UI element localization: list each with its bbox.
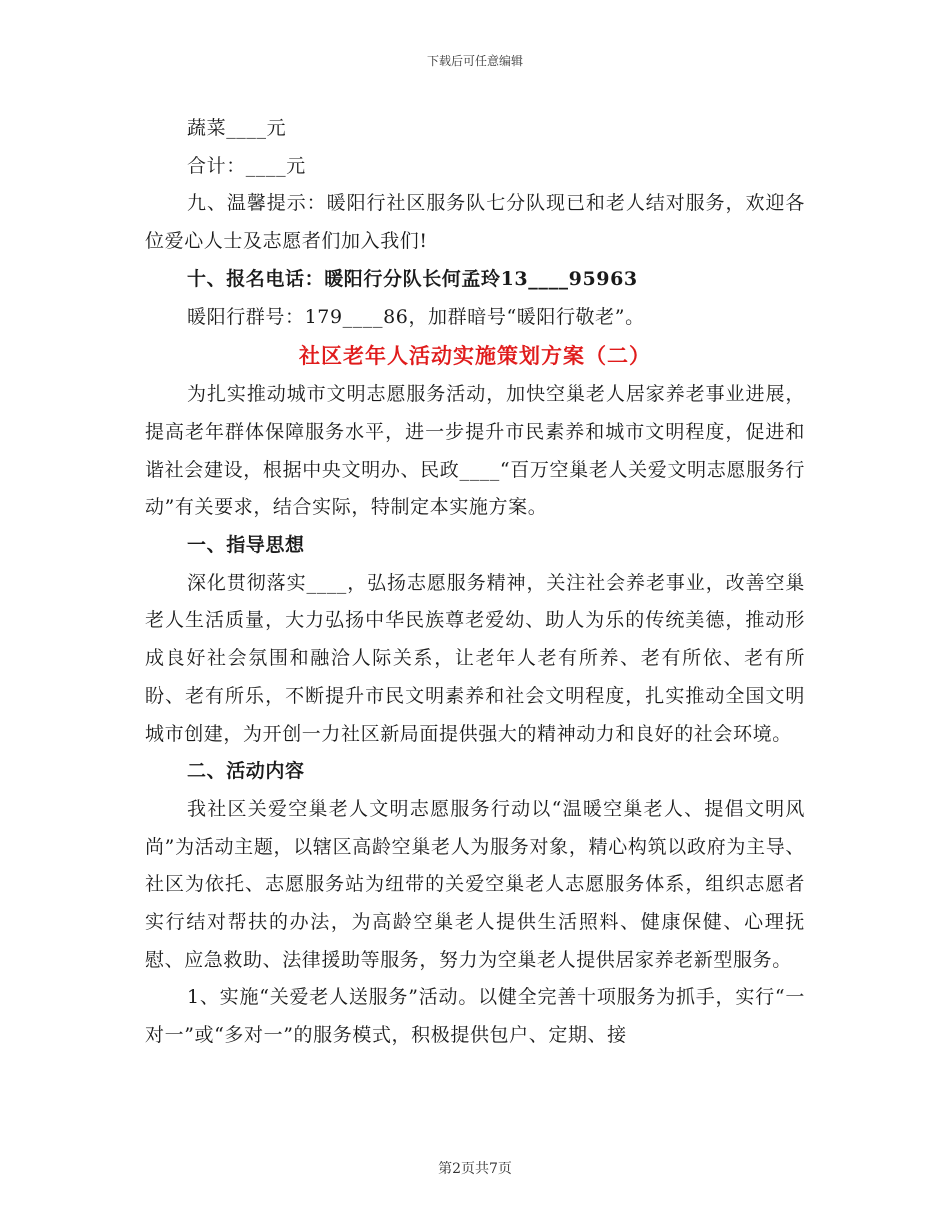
page-footer: 第2页共7页 bbox=[438, 1161, 512, 1177]
line-vegetables: 蔬菜____元 bbox=[187, 117, 287, 139]
document-body bbox=[145, 110, 805, 1055]
page-header: 下载后可任意编辑 bbox=[426, 54, 523, 68]
line-phone: 十、报名电话：暖阳行分队长何孟玲13____95963 bbox=[187, 267, 638, 290]
line-tip: 九、温馨提示：暖阳行社区服务队七分队现已和老人结对服务，欢迎各位爱心人士及志愿者们加入我们! bbox=[145, 192, 805, 253]
section1-heading: 一、指导思想 bbox=[187, 534, 305, 557]
section2-item1: 1、实施“关爱老人送服务”活动。以健全完善十项服务为抓手，实行“一对一”或“多对一”的服务模式，积极提供包户、定期、接 bbox=[145, 986, 805, 1047]
section2-body: 我社区关爱空巢老人文明志愿服务行动以“温暖空巢老人、提倡文明风尚”为活动主题，以辖区高龄空巢老人为服务对象，精心构筑以政府为主导、社区为依托、志愿服务站为纽带的关爱空巢老人志愿服务体系，组织志愿者实行结对帮扶的办法，为高龄空巢老人提供生活照料、健康保健、心理抚慰、应急救助、法律援助等服务，努力为空巢老人提供居家养老新型服务。 bbox=[145, 797, 805, 971]
line-total: 合计：____元 bbox=[187, 154, 306, 177]
line-group: 暖阳行群号：179____86，加群暗号“暖阳行敬老”。 bbox=[187, 305, 645, 328]
section1-body: 深化贯彻落实____，弘扬志愿服务精神，关注社会养老事业，改善空巢老人生活质量，大力弘扬中华民族尊老爱幼、助人为乐的传统美德，推动形成良好社会氛围和融洽人际关系，让老年人老有所养、老有所依、老有所盼、老有所乐，不断提升市民文明素养和社会文明程度，扎实推动全国文明城市创建，为开创一力社区新局面提供强大的精神动力和良好的社会环境。 bbox=[145, 571, 805, 745]
section-title: 社区老年人活动实施策划方案（二） bbox=[299, 343, 651, 369]
section2-heading: 二、活动内容 bbox=[187, 760, 305, 783]
intro-paragraph: 为扎实推动城市文明志愿服务活动，加快空巢老人居家养老事业进展，提高老年群体保障服务水平，进一步提升市民素养和城市文明程度，促进和谐社会建设，根据中央文明办、民政____“百万空巢老人关爱文明志愿服务行动”有关要求，结合实际，特制定本实施方案。 bbox=[145, 383, 805, 519]
